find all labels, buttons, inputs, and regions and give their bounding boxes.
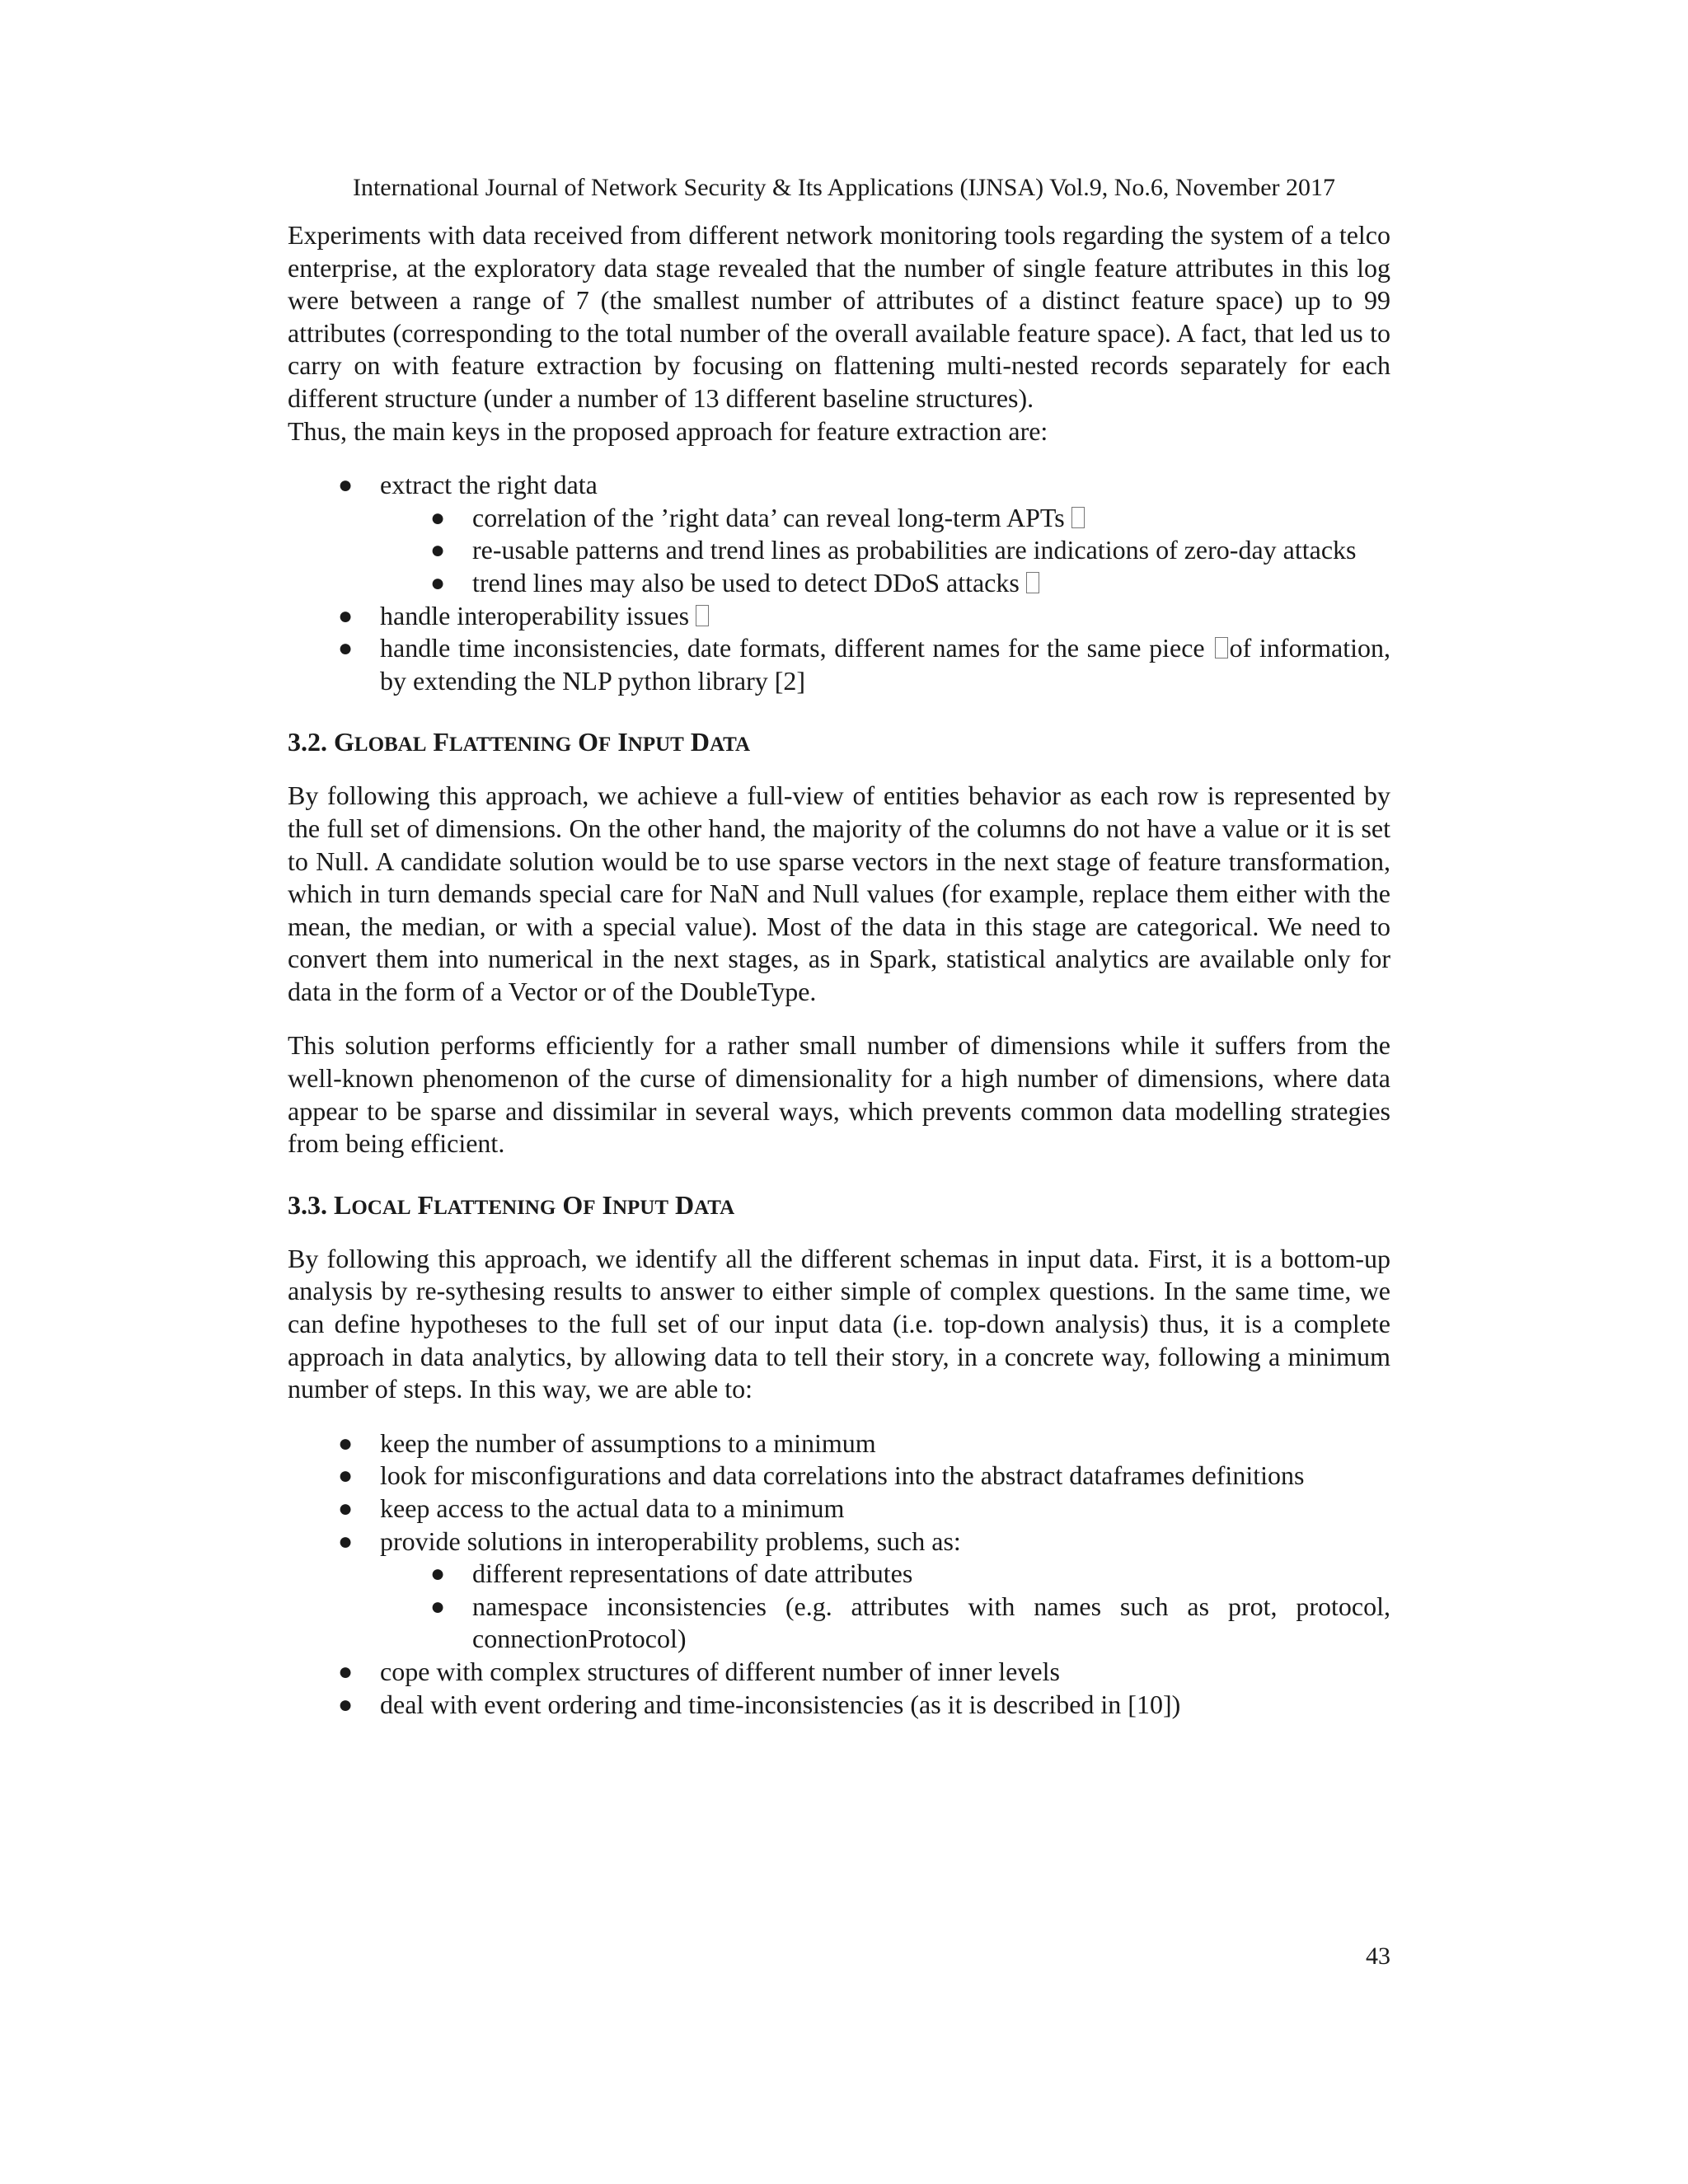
bullet-icon: ● bbox=[429, 569, 446, 597]
sub-list-item bbox=[380, 1591, 1390, 1656]
section-3-2-paragraph-1: By following this approach, we achieve a full-view of entities behavior as each row is represented by the full set of dimensions. On the other hand, the majority of the columns do not have a value or it is set to Null. A candidate solution would be to use sparse vectors in the next stage of feature transformation, which in turn demands special care for NaN and Null values (for example, replace them either with the mean, the median, or with a special value). Most of the data in this stage are categorical. We need to convert them into numerical in the next stages, as in Spark, statistical analytics are available only for data in the form of a Vector or of the DoubleType. bbox=[288, 780, 1390, 1006]
bullet-icon: ● bbox=[337, 602, 354, 630]
heading-smallcaps: ATA bbox=[709, 733, 751, 757]
bullet-icon: ● bbox=[337, 1657, 354, 1685]
bullet-icon: ● bbox=[337, 471, 354, 499]
heading-initial: O bbox=[562, 1189, 584, 1220]
sub-list-item-text: different representations of date attributes bbox=[472, 1558, 913, 1589]
list-item bbox=[288, 1656, 1390, 1689]
running-header: International Journal of Network Security & Its Applications (IJNSA) Vol.9, No.6, November 2017 bbox=[352, 174, 1336, 201]
bullet-icon: ● bbox=[337, 1527, 354, 1555]
heading-smallcaps: NPUT bbox=[612, 1196, 668, 1219]
section-heading-3-2 bbox=[288, 725, 1390, 762]
sub-list-item bbox=[380, 534, 1390, 567]
heading-initial: D bbox=[675, 1189, 695, 1220]
section-3-3-paragraph: By following this approach, we identify all the different schemas in input data. First, it is a bottom-up analysis by re-sythesing results to answer to either simple of complex questions. In the same time, we can define hypotheses to the full set of our input data (i.e. top-down analysis) thus, it is a complete approach in data analytics, by allowing data to tell their story, in a concrete way, following a minimum number of steps. In this way, we are able to: bbox=[288, 1243, 1390, 1404]
sub-list bbox=[380, 502, 1390, 600]
heading-smallcaps: LATTENING bbox=[448, 733, 572, 757]
sub-list-item-text: namespace inconsistencies (e.g. attributes with names such as prot, protocol, connectionProtocol) bbox=[472, 1591, 1390, 1654]
bullet-icon: ● bbox=[337, 1462, 354, 1490]
list-item bbox=[288, 1526, 1390, 1656]
section-heading-3-3 bbox=[288, 1188, 1390, 1225]
list-item bbox=[288, 469, 1390, 599]
list-item bbox=[288, 600, 1390, 633]
heading-initial: D bbox=[690, 727, 710, 757]
heading-initial: G bbox=[334, 727, 354, 757]
heading-smallcaps: NPUT bbox=[627, 733, 684, 757]
sub-list-item bbox=[380, 567, 1390, 600]
sub-list bbox=[380, 1558, 1390, 1656]
sub-list-item-text: trend lines may also be used to detect DDoS attacks bbox=[472, 567, 1020, 598]
heading-smallcaps: ATA bbox=[694, 1196, 735, 1219]
list-item bbox=[288, 1427, 1390, 1460]
list-item bbox=[288, 1493, 1390, 1526]
list-item-text: handle time inconsistencies, date formats, different names for the same piece bbox=[380, 633, 1205, 663]
list-item-text-continued: of information, by extending the NLP python library [2] bbox=[380, 633, 1391, 696]
list-item-text: keep the number of assumptions to a minimum bbox=[380, 1427, 876, 1458]
heading-initial: F bbox=[417, 1189, 434, 1220]
capabilities-list bbox=[288, 1427, 1390, 1721]
list-item-text: cope with complex structures of different number of inner levels bbox=[380, 1656, 1060, 1686]
heading-smallcaps: F bbox=[598, 733, 612, 757]
bullet-icon: ● bbox=[337, 1495, 354, 1522]
missing-glyph-icon bbox=[1071, 507, 1085, 528]
heading-smallcaps: OCAL bbox=[351, 1196, 411, 1219]
list-item-text: handle interoperability issues bbox=[380, 600, 690, 630]
sub-list-item-text: correlation of the ’right data’ can reveal long-term APTs bbox=[472, 502, 1065, 532]
heading-initial: L bbox=[334, 1189, 352, 1220]
heading-smallcaps: LATTENING bbox=[434, 1196, 556, 1219]
bullet-icon: ● bbox=[337, 1429, 354, 1457]
list-item bbox=[288, 1460, 1390, 1493]
list-item-text: keep access to the actual data to a minimum bbox=[380, 1493, 845, 1523]
list-item bbox=[288, 632, 1390, 697]
list-item bbox=[288, 1689, 1390, 1722]
section-number: 3.3. bbox=[288, 1189, 327, 1220]
heading-initial: F bbox=[433, 727, 449, 757]
sub-list-item bbox=[380, 1558, 1390, 1591]
missing-glyph-icon bbox=[1026, 572, 1039, 593]
list-item-text: look for misconfigurations and data correlations into the abstract dataframes definitions bbox=[380, 1460, 1305, 1491]
list-item-text: provide solutions in interoperability problems, such as: bbox=[380, 1526, 961, 1556]
section-3-2-paragraph-2: This solution performs efficiently for a rather small number of dimensions while it suffers from the well-known phenomenon of the curse of dimensionality for a high number of dimensions, where data appear to be sparse and dissimilar in several ways, which prevents common data modelling strategies from being efficient. bbox=[288, 1030, 1390, 1159]
body-text bbox=[288, 219, 1390, 1721]
bullet-icon: ● bbox=[337, 1690, 354, 1718]
sub-list-item-text: re-usable patterns and trend lines as probabilities are indications of zero-day attacks bbox=[472, 535, 1357, 565]
intro-lead: Thus, the main keys in the proposed approach for feature extraction are: bbox=[288, 415, 1048, 446]
list-item-text: extract the right data bbox=[380, 470, 598, 500]
page-number: 43 bbox=[1366, 1943, 1390, 1970]
missing-glyph-icon bbox=[1215, 637, 1228, 658]
bullet-icon: ● bbox=[337, 635, 354, 663]
bullet-icon: ● bbox=[429, 1560, 446, 1588]
bullet-icon: ● bbox=[429, 504, 446, 532]
sub-list-item bbox=[380, 502, 1390, 535]
bullet-icon: ● bbox=[429, 537, 446, 565]
heading-initial: O bbox=[578, 727, 599, 757]
heading-smallcaps: F bbox=[583, 1196, 596, 1219]
heading-initial: I bbox=[602, 1189, 612, 1220]
intro-paragraph: Experiments with data received from different network monitoring tools regarding the system of a telco enterprise, at the exploratory data stage revealed that the number of single feature attributes in this log were between a range of 7 (the smallest number of attributes of a distinct feature space) up to 99 attributes (corresponding to the total number of the overall available feature space). A fact, that led us to carry on with feature extraction by focusing on flattening multi-nested records separately for each different structure (under a number of 13 different baseline structures). bbox=[288, 220, 1390, 413]
section-number: 3.2. bbox=[288, 727, 327, 757]
missing-glyph-icon bbox=[696, 605, 709, 626]
feature-extraction-keys-list bbox=[288, 469, 1390, 697]
heading-initial: I bbox=[617, 727, 628, 757]
list-item-text: deal with event ordering and time-inconsistencies (as it is described in [10]) bbox=[380, 1689, 1181, 1719]
bullet-icon: ● bbox=[429, 1592, 446, 1620]
heading-smallcaps: LOBAL bbox=[354, 733, 427, 757]
